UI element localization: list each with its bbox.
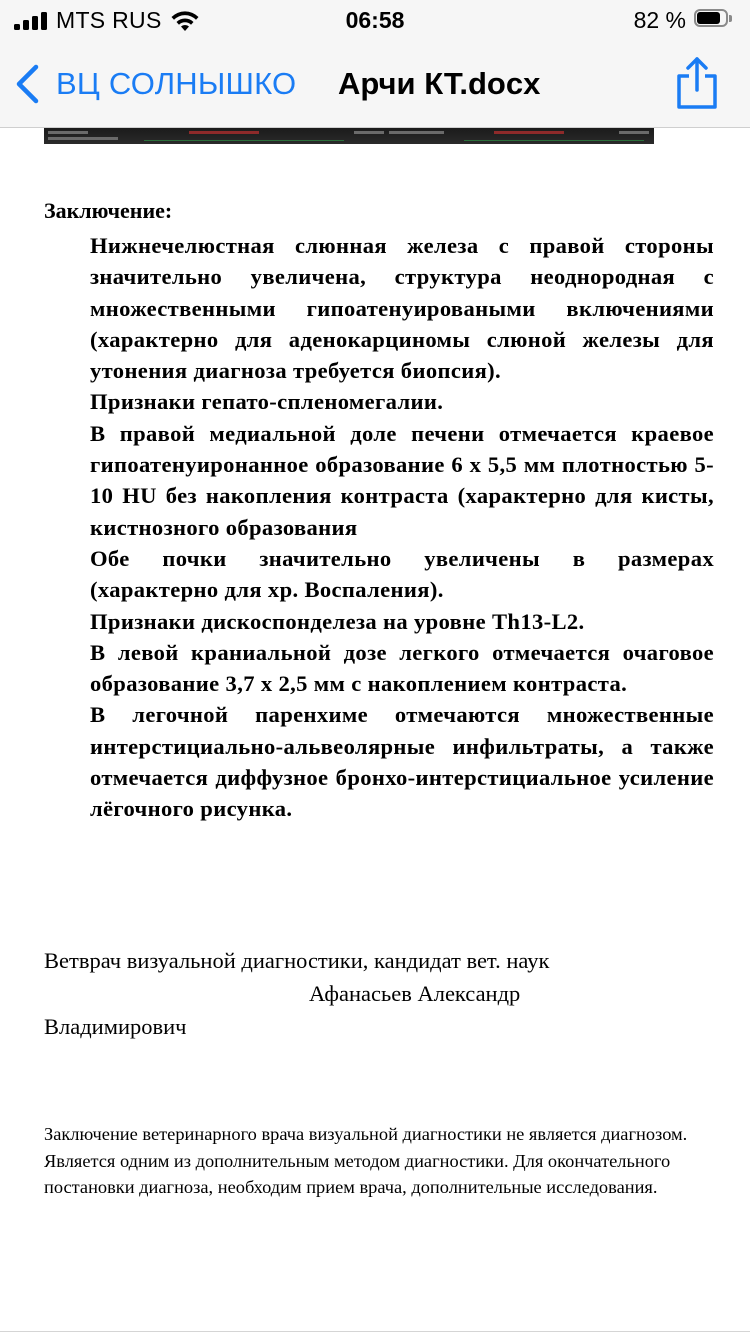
back-button-label: ВЦ СОЛНЫШКО xyxy=(56,66,297,101)
document-title: Арчи КТ.docx xyxy=(338,66,541,101)
status-time: 06:58 xyxy=(345,7,405,33)
battery-icon xyxy=(694,9,734,29)
signature-title: Ветврач визуальной диагностики, кандидат вет. наук xyxy=(44,948,550,973)
carrier-name: MTS RUS xyxy=(56,7,162,33)
conclusion-heading: Заключение: xyxy=(44,198,173,223)
finding-paragraph: В правой медиальной доле печени отмечается краевое гипоатенуиронанное образование 6 х 5,5 мм плотностью 5-10 HU без накопления контраста (характерно для кисты, кистнозного образования xyxy=(90,420,714,540)
ct-scan-image-strip xyxy=(44,128,654,144)
finding-paragraph: Признаки дискоспонделеза на уровне Th13-L2. xyxy=(90,608,585,634)
page-divider xyxy=(0,1331,750,1332)
finding-paragraph: В легочной паренхиме отмечаются множественные интерстициально-альвеолярные инфильтраты, а также отмечается диффузное бронхо-интерстициальное усиление лёгочного рисунка. xyxy=(90,702,714,822)
signature-patronymic: Владимирович xyxy=(44,1014,187,1039)
chevron-left-icon xyxy=(14,64,42,104)
battery-percentage: 82 % xyxy=(633,7,686,33)
disclaimer-text: Заключение ветеринарного врача визуальной диагностики не является диагнозом. Является одним из дополнительным методом диагностики. Для окончательного постановки диагноза, необходим прием врача, дополнительные исследования. xyxy=(44,1124,688,1197)
finding-paragraph: Признаки гепато-спленомегалии. xyxy=(90,389,444,415)
share-icon[interactable] xyxy=(674,56,720,110)
navigation-bar xyxy=(0,40,750,128)
finding-paragraph: В левой краниальной дозе легкого отмечается очаговое образование 3,7 х 2,5 мм с накоплением контраста. xyxy=(90,639,714,697)
back-button[interactable] xyxy=(14,60,296,108)
status-bar xyxy=(0,0,750,40)
signature-name: Афанасьев Александр xyxy=(309,981,521,1006)
finding-paragraph: Нижнечелюстная слюнная железа с правой стороны значительно увеличена, структура неоднородная с множественными гипоатенуироваными включениями (характерно для аденокарциномы слюной железы для утонения диагноза требуется биопсия). xyxy=(90,233,714,384)
conclusion-findings xyxy=(90,230,714,825)
finding-paragraph: Обе почки значительно увеличены в размерах (характерно для хр. Воспаления). xyxy=(90,545,714,603)
